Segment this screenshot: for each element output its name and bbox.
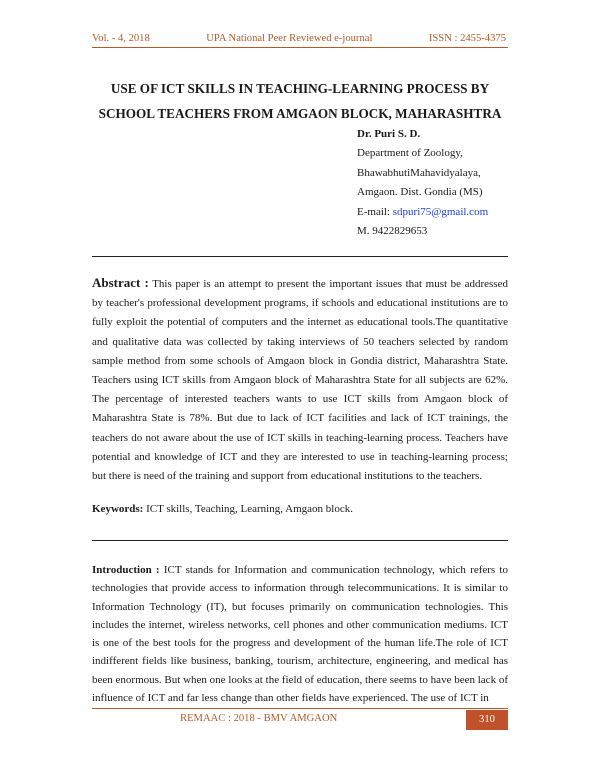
volume-label: Vol. - 4, 2018: [92, 33, 150, 44]
introduction-label: Introduction :: [92, 564, 160, 576]
abstract-label: Abstract :: [92, 275, 149, 290]
email-link[interactable]: sdpuri75@gmail.com: [392, 205, 489, 218]
author-place: Amgaon. Dist. Gondia (MS): [357, 186, 483, 199]
author-mobile: M. 9422829653: [357, 225, 428, 238]
footer-conference: REMAAC : 2018 - BMV AMGAON: [180, 713, 338, 724]
header-divider: [92, 47, 508, 48]
introduction-paragraph: [92, 561, 508, 707]
journal-name: UPA National Peer Reviewed e-journal: [206, 33, 373, 44]
paper-title: [80, 76, 520, 126]
keywords-line: [92, 500, 508, 518]
title-line-2: SCHOOL TEACHERS FROM AMGAON BLOCK, MAHARASHTRA: [98, 106, 502, 121]
introduction-text: ICT stands for Information and communication technology, which refers to technologies that provide access to information through telecommunications. It is similar to Information Technology (IT), but focuses primarily on communication technologies. This includes the internet, wireless networks, cell phones and other communication mediums. ICT is one of the best tools for the progress and development of the human life.The role of ICT indifferent fields like business, banking, tourism, architecture, engineering, and medical has been enormous. But when one looks at the field of education, there seems to have been lack of influence of ICT and far less change than other fields have experienced. The use of ICT in: [92, 564, 508, 705]
author-department: Department of Zoology,: [357, 147, 463, 160]
section-divider-top: [92, 256, 508, 257]
author-block: [357, 125, 488, 241]
keywords-label: Keywords:: [92, 503, 144, 515]
abstract-paragraph: [92, 273, 508, 486]
section-divider-bottom: [92, 540, 508, 541]
keywords-text: ICT skills, Teaching, Learning, Amgaon block.: [146, 503, 353, 515]
title-line-1: USE OF ICT SKILLS IN TEACHING-LEARNING PROCESS BY: [110, 81, 490, 96]
issn-label: ISSN : 2455-4375: [428, 33, 506, 44]
abstract-text: This paper is an attempt to present the important issues that must be addressed by teacher's professional development programs, if schools and educational institutions are to fully exploit the potential of computers and the internet as educational tools.The quantitative and qualitative data was collected by taking interviews of 50 teachers selected by random sample method from some schools of Amgaon block in Gondia district, Maharashtra State. Teachers using ICT skills from Amgaon block of Maharashtra State for all subjects are 62%. The percentage of interested teachers wants to use ICT skills from Amgaon block of Maharashtra State is 78%. But due to lack of ICT facilities and lack of ICT trainings, the teachers do not aware about the use of ICT skills in teaching-learning process. Teachers have potential and knowledge of ICT and they are interested to use in teaching-learning process; but there is need of the training and support from educational institutions to the teachers.: [92, 278, 508, 483]
footer-divider: [92, 708, 508, 709]
running-header: [92, 33, 506, 44]
page-number-badge: 310: [466, 710, 508, 730]
email-label: E-mail:: [357, 205, 393, 218]
author-college: BhawabhutiMahavidyalaya,: [357, 166, 481, 179]
author-email-line: [357, 203, 488, 222]
author-name: Dr. Puri S. D.: [357, 128, 421, 140]
